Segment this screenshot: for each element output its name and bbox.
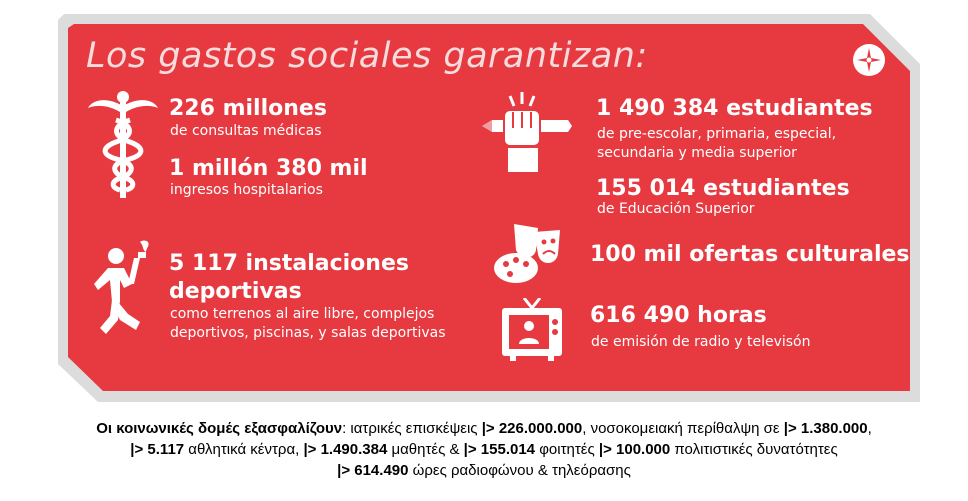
- stat-broadcast-desc: de emisión de radio y televisón: [591, 334, 811, 350]
- stat-consultations-value: 226 millones: [169, 96, 327, 121]
- caption-text: ώρες ραδιοφώνου & τηλεόρασης: [408, 462, 631, 479]
- caption-value: |> 5.117: [130, 441, 185, 458]
- caption-value: |> 100.000: [598, 441, 671, 458]
- stat-culture-value: 100 mil ofertas culturales: [590, 242, 910, 267]
- stat-sports-desc-line2: deportivos, piscinas, y salas deportivas: [170, 325, 446, 341]
- infographic-title: Los gastos sociales garantizan:: [86, 36, 648, 76]
- stat-students-desc-line1: de pre-escolar, primaria, especial,: [597, 126, 837, 142]
- caption-text: φοιτητές: [535, 441, 599, 458]
- caption-text: : ιατρικές επισκέψεις: [342, 420, 482, 437]
- caption-text: αθλητικά κέντρα,: [184, 441, 304, 458]
- stat-sports-value-line2: deportivas: [169, 279, 302, 304]
- caption-intro: Οι κοινωνικές δομές εξασφαλίζουν: [96, 420, 343, 437]
- stat-sports-desc-line1: como terrenos al aire libre, complejos: [170, 306, 435, 322]
- fist-pencil-icon: [480, 92, 576, 174]
- caption-value: |> 1.490.384: [303, 441, 388, 458]
- caption-value: |> 1.380.000: [783, 420, 868, 437]
- caduceus-icon: [86, 90, 160, 200]
- caption: [0, 418, 968, 481]
- stat-hospital-value: 1 millón 380 mil: [169, 156, 368, 181]
- caption-text: μαθητές &: [387, 441, 464, 458]
- caption-text: πολιτιστικές δυνατότητες: [670, 441, 838, 458]
- stat-hospital-desc: ingresos hospitalarios: [170, 182, 323, 198]
- caption-line-1: [0, 418, 968, 439]
- theater-masks-palette-icon: [494, 224, 564, 284]
- television-icon: [500, 298, 564, 362]
- compass-star-icon: [852, 43, 886, 77]
- stat-sports-value-line1: 5 117 instalaciones: [169, 251, 409, 276]
- caption-text: , νοσοκομειακή περίθαλψη σε: [582, 420, 784, 437]
- caption-value: |> 155.014: [463, 441, 536, 458]
- caption-value: |> 614.490: [337, 462, 409, 479]
- caption-line-3: [0, 460, 968, 481]
- stat-students-desc-line2: secundaria y media superior: [597, 145, 797, 161]
- stat-consultations-desc: de consultas médicas: [170, 123, 322, 139]
- stat-university-value: 155 014 estudiantes: [596, 176, 850, 201]
- stat-broadcast-value: 616 490 horas: [590, 303, 767, 328]
- caption-line-2: [0, 439, 968, 460]
- stat-university-desc: de Educación Superior: [597, 201, 755, 217]
- runner-torch-icon: [88, 240, 160, 342]
- caption-text: ,: [867, 420, 872, 437]
- caption-value: |> 226.000.000: [481, 420, 583, 437]
- stat-students-value: 1 490 384 estudiantes: [596, 96, 873, 121]
